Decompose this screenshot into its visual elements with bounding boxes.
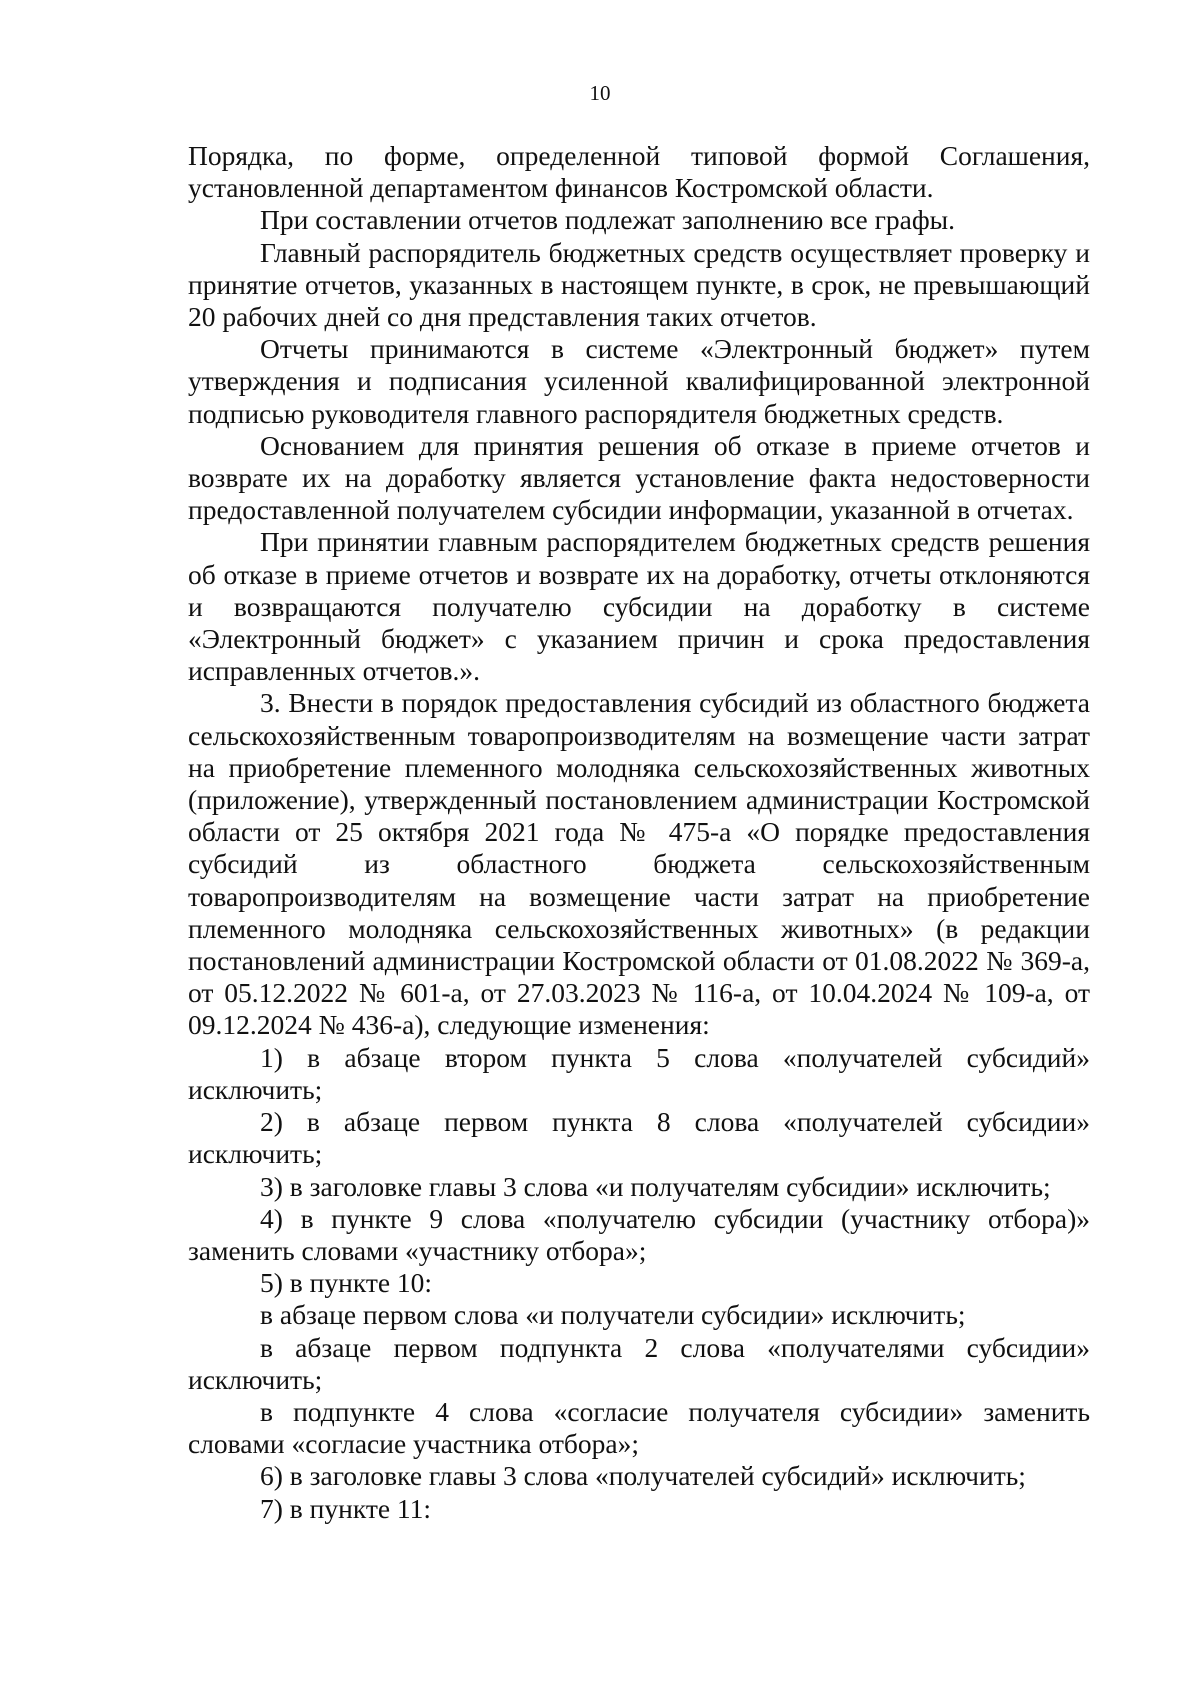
list-item: 5) в пункте 10: — [260, 1267, 433, 1299]
paragraph-item-3: 3. Внести в порядок предоставления субсидий из областного бюджета сельскохозяйственным товаропроизводителям на возмещение части затрат на приобретение племенного молодняка сельскохозяйственных животных (приложение), утвержденный постановлением администрации Костромской области от 25 октября 2021 года № 475-а «О порядке предоставления субсидий из областного бюджета сельскохозяйственным товаропроизводителям на возмещение части затрат на приобретение племенного молодняка сельскохозяйственных животных» (в редакции постановлений администрации Костромской области от 01.08.2022 № 369-а, от 05.12.2022 № 601-а, от 27.03.2023 № 116-а, от 10.04.2024 № 109-а, от 09.12.2024 № 436-а), следующие изменения: — [188, 687, 1090, 1041]
paragraph: Отчеты принимаются в системе «Электронный бюджет» путем утверждения и подписания усиленной квалифицированной электронной подписью руководителя главного распорядителя бюджетных средств. — [188, 333, 1090, 429]
list-item: 2) в абзаце первом пункта 8 слова «получателей субсидии» исключить; — [188, 1106, 1090, 1170]
sub-list-item: в подпункте 4 слова «согласие получателя субсидии» заменить словами «согласие участника отбора»; — [188, 1395, 1090, 1460]
list-item: 3) в заголовке главы 3 слова «и получателям субсидии» исключить; — [260, 1170, 1051, 1202]
paragraph: При составлении отчетов подлежат заполнению все графы. — [260, 204, 956, 236]
sub-list-item: в абзаце первом слова «и получатели субсидии» исключить; — [260, 1299, 966, 1331]
list-item: 4) в пункте 9 слова «получателю субсидии (участнику отбора)» заменить словами «участнику отбора»; — [188, 1202, 1090, 1266]
paragraph: При принятии главным распорядителем бюджетных средств решения об отказе в приеме отчетов и возврате их на доработку, отчеты отклоняются и возвращаются получателю субсидии на доработку в системе «Электронный бюджет» с указанием причин и срока предоставления исправленных отчетов.». — [188, 526, 1090, 687]
sub-list-item: в абзаце первом подпункта 2 слова «получателями субсидии» исключить; — [188, 1331, 1090, 1395]
list-item: 1) в абзаце втором пункта 5 слова «получателей субсидий» исключить; — [188, 1041, 1090, 1105]
page-number: 10 — [589, 81, 611, 105]
list-item: 7) в пункте 11: — [260, 1492, 432, 1524]
list-item: 6) в заголовке главы 3 слова «получателей субсидий» исключить; — [260, 1460, 1026, 1492]
document-body — [188, 140, 1090, 1525]
paragraph: Главный распорядитель бюджетных средств осуществляет проверку и принятие отчетов, указанных в настоящем пункте, в срок, не превышающий 20 рабочих дней со дня представления таких отчетов. — [188, 236, 1090, 333]
paragraph: Основанием для принятия решения об отказе в приеме отчетов и возврате их на доработку является установление факта недостоверности предоставленной получателем субсидии информации, указанной в отчетах. — [188, 429, 1090, 526]
paragraph-continuation: Порядка, по форме, определенной типовой формой Соглашения, установленной департаментом финансов Костромской области. — [188, 140, 1090, 204]
